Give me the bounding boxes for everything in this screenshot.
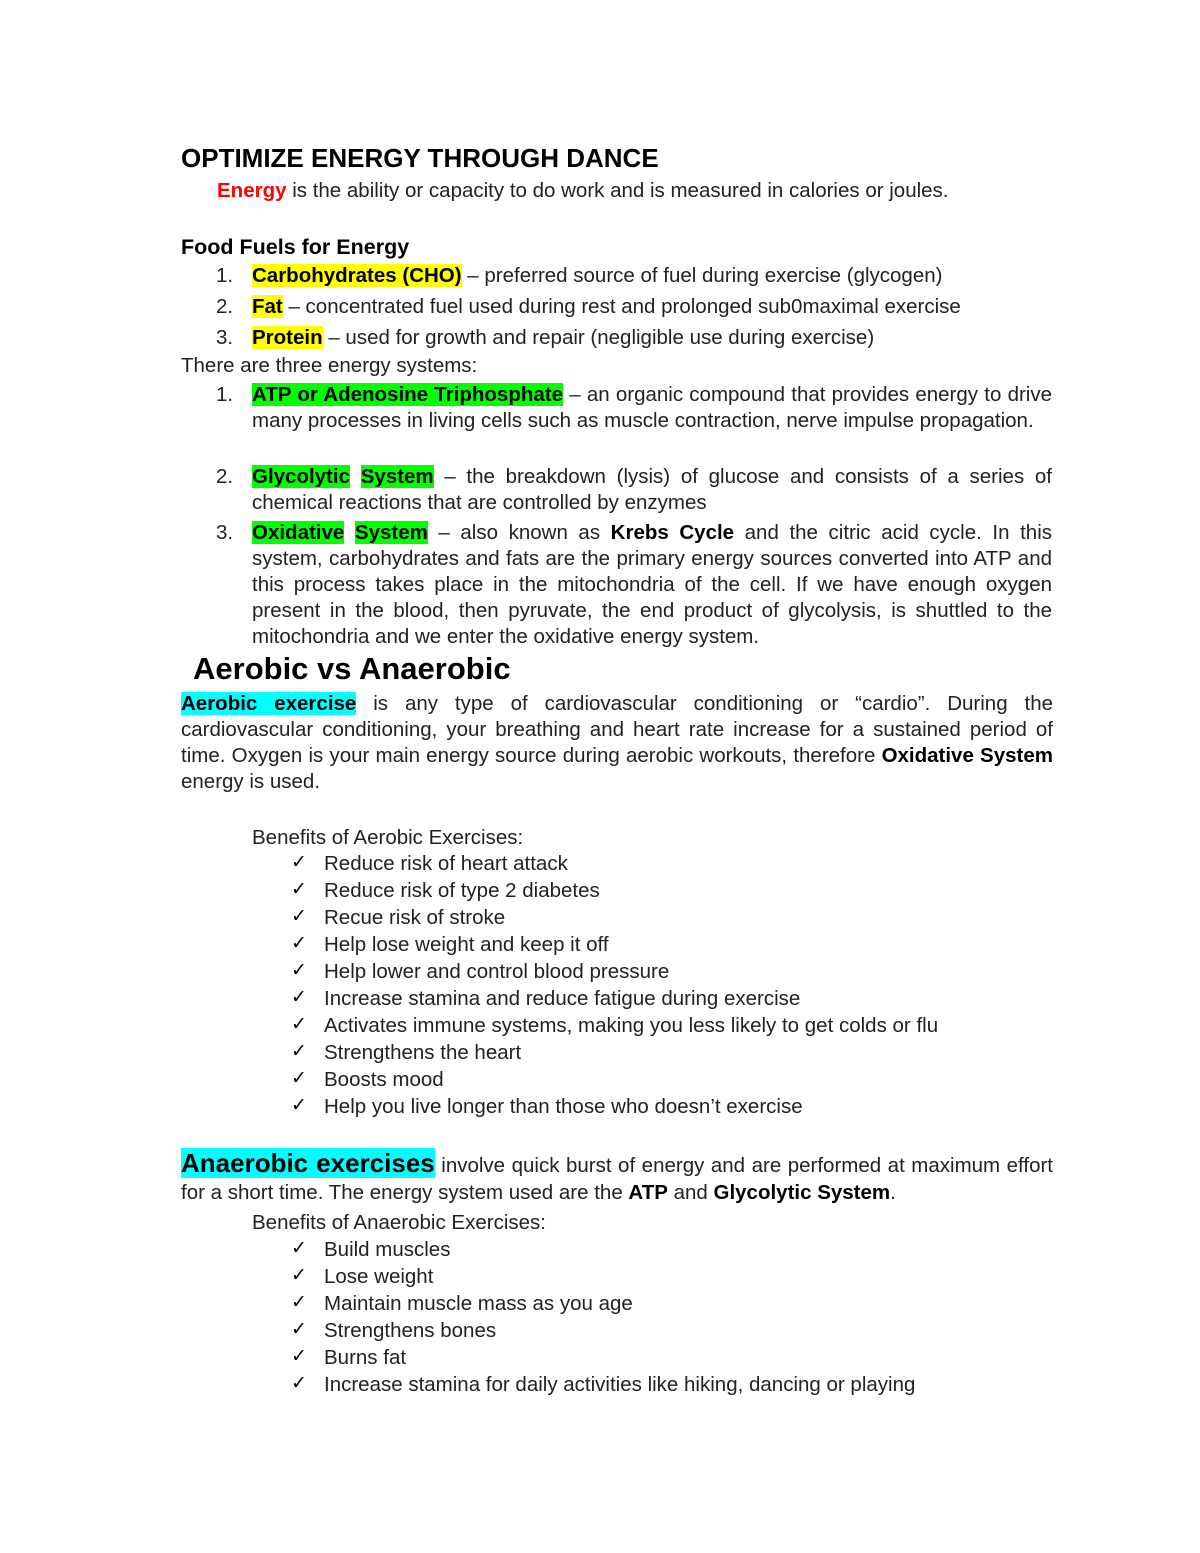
benefit-item: Help you live longer than those who doesn’t exercise <box>324 1095 803 1118</box>
anaerobic-text: involve quick burst of energy and are performed at maximum effort for a short time. The energy system used are the <box>181 1154 1053 1204</box>
food-fuel-number: 2. <box>216 295 234 318</box>
system-term: ATP or Adenosine Triphosphate <box>252 383 563 406</box>
food-fuel-item <box>252 325 874 351</box>
food-fuel-desc: – used for growth and repair (negligible use during exercise) <box>322 326 875 349</box>
benefit-item: Burns fat <box>324 1346 407 1369</box>
food-fuel-term: Fat <box>252 295 283 318</box>
system-desc: – an organic compound that provides energy to drive many processes in living cells such as muscle contraction, nerve impulse propagation. <box>252 383 1052 432</box>
systems-intro: There are three energy systems: <box>181 354 478 377</box>
anaerobic-text: and <box>667 1181 714 1204</box>
check-icon: ✓ <box>291 932 307 954</box>
system-term: Glycolytic <box>252 465 350 488</box>
check-icon: ✓ <box>291 1067 307 1089</box>
aerobic-term: Aerobic exercise <box>181 692 357 715</box>
food-fuel-number: 3. <box>216 326 234 349</box>
energy-definition <box>217 178 949 204</box>
benefit-item: Reduce risk of heart attack <box>324 852 568 875</box>
check-icon: ✓ <box>291 1372 307 1394</box>
system-item-glycolytic <box>252 464 1052 516</box>
check-icon: ✓ <box>291 1291 307 1313</box>
check-icon: ✓ <box>291 851 307 873</box>
check-icon: ✓ <box>291 959 307 981</box>
energy-term: Energy <box>217 179 287 202</box>
check-icon: ✓ <box>291 1040 307 1062</box>
system-number: 1. <box>216 383 234 406</box>
system-number: 3. <box>216 521 234 544</box>
food-fuel-term: Carbohydrates (CHO) <box>252 264 462 287</box>
anaerobic-text: . <box>890 1181 896 1204</box>
aerobic-text: energy is used. <box>181 770 321 793</box>
system-term: System <box>354 521 428 544</box>
check-icon: ✓ <box>291 1237 307 1259</box>
benefit-item: Help lose weight and keep it off <box>324 933 609 956</box>
system-desc: – the breakdown (lysis) of glucose and consists of a series of chemical reactions that are controlled by enzymes <box>252 465 1052 514</box>
system-desc: and the citric acid cycle. In this system, carbohydrates and fats are the primary energy sources converted into ATP and this process takes place in the mitochondria of the cell. If we have enough oxygen present in the blood, then pyruvate, the end product of glycolysis, is shuttled to the mitochondria and we enter the oxidative energy system. <box>252 521 1052 648</box>
benefit-item: Recue risk of stroke <box>324 906 506 929</box>
check-icon: ✓ <box>291 1264 307 1286</box>
system-term: Oxidative <box>252 521 345 544</box>
benefit-item: Help lower and control blood pressure <box>324 960 670 983</box>
glycolytic-system-bold: Glycolytic System <box>713 1181 891 1204</box>
check-icon: ✓ <box>291 878 307 900</box>
anaerobic-benefits-title: Benefits of Anaerobic Exercises: <box>252 1211 546 1234</box>
check-icon: ✓ <box>291 986 307 1008</box>
section-heading: Aerobic vs Anaerobic <box>193 651 511 686</box>
food-fuel-desc: – preferred source of fuel during exercise (glycogen) <box>461 264 943 287</box>
check-icon: ✓ <box>291 1345 307 1367</box>
check-icon: ✓ <box>291 1094 307 1116</box>
benefit-item: Increase stamina for daily activities like hiking, dancing or playing <box>324 1373 916 1396</box>
system-item-oxidative <box>252 520 1052 650</box>
food-fuel-number: 1. <box>216 264 234 287</box>
system-term: System <box>360 465 434 488</box>
check-icon: ✓ <box>291 905 307 927</box>
atp-bold: ATP <box>628 1181 668 1204</box>
benefit-item: Maintain muscle mass as you age <box>324 1292 633 1315</box>
aerobic-paragraph <box>181 691 1053 795</box>
oxidative-system-bold: Oxidative System <box>881 744 1053 767</box>
benefit-item: Lose weight <box>324 1265 434 1288</box>
benefit-item: Boosts mood <box>324 1068 444 1091</box>
food-fuel-item <box>252 263 942 289</box>
krebs-cycle-bold: Krebs Cycle <box>610 521 735 544</box>
food-fuel-term: Protein <box>252 326 323 349</box>
food-fuel-desc: – concentrated fuel used during rest and prolonged sub0maximal exercise <box>282 295 961 318</box>
anaerobic-paragraph <box>181 1150 1053 1206</box>
benefit-item: Activates immune systems, making you less likely to get colds or flu <box>324 1014 939 1037</box>
food-fuels-heading: Food Fuels for Energy <box>181 235 410 259</box>
food-fuel-item <box>252 294 961 320</box>
check-icon: ✓ <box>291 1318 307 1340</box>
system-desc: – also known as <box>427 521 611 544</box>
page-title: OPTIMIZE ENERGY THROUGH DANCE <box>181 143 659 173</box>
benefit-item: Build muscles <box>324 1238 451 1261</box>
benefit-item: Strengthens bones <box>324 1319 497 1342</box>
system-number: 2. <box>216 465 234 488</box>
anaerobic-term: Anaerobic exercises <box>181 1148 435 1178</box>
aerobic-benefits-title: Benefits of Aerobic Exercises: <box>252 826 524 849</box>
energy-text: is the ability or capacity to do work and is measured in calories or joules. <box>286 179 949 202</box>
aerobic-text: is any type of cardiovascular conditioning or “cardio”. During the cardiovascular conditioning, your breathing and heart rate increase for a sustained period of time. Oxygen is your main energy source during aerobic workouts, therefore <box>181 692 1053 767</box>
benefit-item: Increase stamina and reduce fatigue during exercise <box>324 987 801 1010</box>
check-icon: ✓ <box>291 1013 307 1035</box>
benefit-item: Strengthens the heart <box>324 1041 522 1064</box>
benefit-item: Reduce risk of type 2 diabetes <box>324 879 600 902</box>
system-item-atp <box>252 382 1052 434</box>
